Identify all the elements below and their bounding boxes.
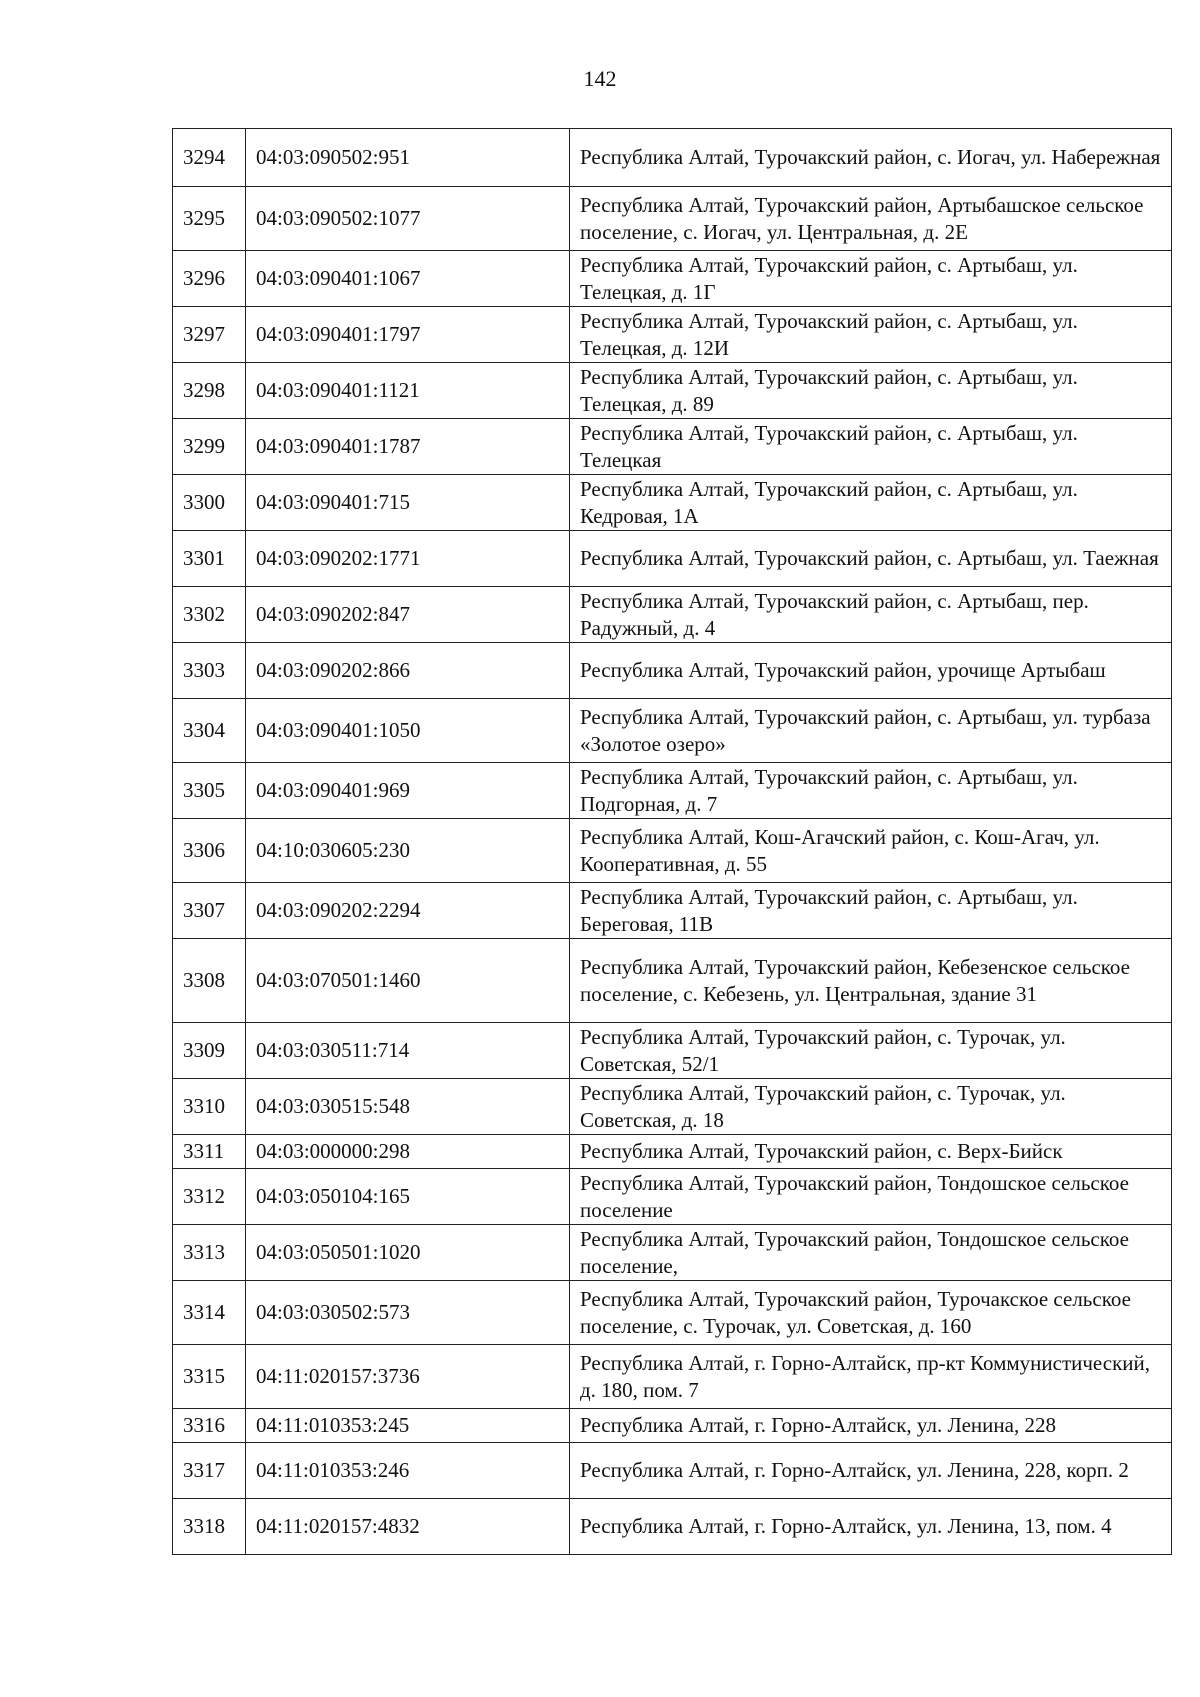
table-row [173, 129, 1172, 187]
row-number: 3315 [173, 1345, 246, 1409]
table-row [173, 1409, 1172, 1443]
row-number: 3307 [173, 883, 246, 939]
row-number: 3302 [173, 587, 246, 643]
table-body [173, 129, 1172, 1555]
row-number: 3310 [173, 1079, 246, 1135]
row-number: 3314 [173, 1281, 246, 1345]
table-row [173, 1169, 1172, 1225]
row-number: 3306 [173, 819, 246, 883]
address: Республика Алтай, Турочакский район, с. Артыбаш, ул. турбаза «Золотое озеро» [570, 699, 1172, 763]
table-row [173, 587, 1172, 643]
cadastral-number: 04:10:030605:230 [246, 819, 570, 883]
address: Республика Алтай, Турочакский район, Турочакское сельское поселение, с. Турочак, ул. Советская, д. 160 [570, 1281, 1172, 1345]
table-row [173, 1499, 1172, 1555]
address: Республика Алтай, Турочакский район, Тондошское сельское поселение [570, 1169, 1172, 1225]
table-row [173, 883, 1172, 939]
cadastral-number: 04:03:030502:573 [246, 1281, 570, 1345]
row-number: 3308 [173, 939, 246, 1023]
row-number: 3313 [173, 1225, 246, 1281]
address: Республика Алтай, Турочакский район, Тондошское сельское поселение, [570, 1225, 1172, 1281]
table-row [173, 531, 1172, 587]
row-number: 3297 [173, 307, 246, 363]
cadastral-number: 04:03:070501:1460 [246, 939, 570, 1023]
cadastral-number: 04:03:090401:1121 [246, 363, 570, 419]
table-row [173, 1443, 1172, 1499]
property-registry-table [172, 128, 1172, 1555]
table-row [173, 1135, 1172, 1169]
address: Республика Алтай, Турочакский район, с. Артыбаш, ул. Телецкая, д. 1Г [570, 251, 1172, 307]
address: Республика Алтай, Турочакский район, с. Артыбаш, ул. Телецкая, д. 12И [570, 307, 1172, 363]
address: Республика Алтай, г. Горно-Алтайск, ул. Ленина, 228, корп. 2 [570, 1443, 1172, 1499]
table-row [173, 819, 1172, 883]
row-number: 3299 [173, 419, 246, 475]
address: Республика Алтай, Турочакский район, с. Артыбаш, ул. Телецкая [570, 419, 1172, 475]
row-number: 3305 [173, 763, 246, 819]
table-row [173, 419, 1172, 475]
row-number: 3312 [173, 1169, 246, 1225]
cadastral-number: 04:03:090401:1050 [246, 699, 570, 763]
row-number: 3303 [173, 643, 246, 699]
table-row [173, 475, 1172, 531]
cadastral-number: 04:03:090401:1067 [246, 251, 570, 307]
row-number: 3300 [173, 475, 246, 531]
cadastral-number: 04:03:090401:1797 [246, 307, 570, 363]
row-number: 3311 [173, 1135, 246, 1169]
cadastral-number: 04:03:090401:969 [246, 763, 570, 819]
address: Республика Алтай, Турочакский район, с. Артыбаш, ул. Подгорная, д. 7 [570, 763, 1172, 819]
cadastral-number: 04:03:090202:1771 [246, 531, 570, 587]
table-row [173, 643, 1172, 699]
address: Республика Алтай, г. Горно-Алтайск, ул. Ленина, 13, пом. 4 [570, 1499, 1172, 1555]
cadastral-number: 04:03:090502:951 [246, 129, 570, 187]
address: Республика Алтай, Турочакский район, с. Верх-Бийск [570, 1135, 1172, 1169]
address: Республика Алтай, Турочакский район, с. Иогач, ул. Набережная [570, 129, 1172, 187]
cadastral-number: 04:11:010353:246 [246, 1443, 570, 1499]
address: Республика Алтай, Турочакский район, с. Турочак, ул. Советская, д. 18 [570, 1079, 1172, 1135]
row-number: 3304 [173, 699, 246, 763]
cadastral-number: 04:03:050104:165 [246, 1169, 570, 1225]
table-row [173, 251, 1172, 307]
cadastral-number: 04:03:090401:715 [246, 475, 570, 531]
page-number: 142 [583, 66, 617, 91]
table-row [173, 1023, 1172, 1079]
address: Республика Алтай, Турочакский район, урочище Артыбаш [570, 643, 1172, 699]
row-number: 3296 [173, 251, 246, 307]
address: Республика Алтай, Турочакский район, с. Артыбаш, ул. Кедровая, 1А [570, 475, 1172, 531]
table-row [173, 1281, 1172, 1345]
cadastral-number: 04:03:090202:2294 [246, 883, 570, 939]
address: Республика Алтай, Кош-Агачский район, с. Кош-Агач, ул. Кооперативная, д. 55 [570, 819, 1172, 883]
table-row [173, 763, 1172, 819]
table-row [173, 1345, 1172, 1409]
address: Республика Алтай, Турочакский район, Кебезенское сельское поселение, с. Кебезень, ул. Центральная, здание 31 [570, 939, 1172, 1023]
row-number: 3294 [173, 129, 246, 187]
cadastral-number: 04:03:030515:548 [246, 1079, 570, 1135]
address: Республика Алтай, Турочакский район, с. Артыбаш, пер. Радужный, д. 4 [570, 587, 1172, 643]
row-number: 3298 [173, 363, 246, 419]
cadastral-number: 04:11:020157:3736 [246, 1345, 570, 1409]
table-row [173, 307, 1172, 363]
cadastral-number: 04:03:030511:714 [246, 1023, 570, 1079]
cadastral-number: 04:11:020157:4832 [246, 1499, 570, 1555]
table-row [173, 363, 1172, 419]
cadastral-number: 04:03:090202:866 [246, 643, 570, 699]
table-row [173, 939, 1172, 1023]
cadastral-number: 04:03:090502:1077 [246, 187, 570, 251]
address: Республика Алтай, Турочакский район, с. Артыбаш, ул. Береговая, 11В [570, 883, 1172, 939]
address: Республика Алтай, Турочакский район, Артыбашское сельское поселение, с. Иогач, ул. Центральная, д. 2Е [570, 187, 1172, 251]
table-row [173, 187, 1172, 251]
address: Республика Алтай, Турочакский район, с. Артыбаш, ул. Таежная [570, 531, 1172, 587]
address: Республика Алтай, Турочакский район, с. Артыбаш, ул. Телецкая, д. 89 [570, 363, 1172, 419]
address: Республика Алтай, г. Горно-Алтайск, ул. Ленина, 228 [570, 1409, 1172, 1443]
address: Республика Алтай, Турочакский район, с. Турочак, ул. Советская, 52/1 [570, 1023, 1172, 1079]
row-number: 3316 [173, 1409, 246, 1443]
cadastral-number: 04:03:090202:847 [246, 587, 570, 643]
address: Республика Алтай, г. Горно-Алтайск, пр-кт Коммунистический, д. 180, пом. 7 [570, 1345, 1172, 1409]
row-number: 3295 [173, 187, 246, 251]
row-number: 3309 [173, 1023, 246, 1079]
cadastral-number: 04:03:050501:1020 [246, 1225, 570, 1281]
table-row [173, 699, 1172, 763]
cadastral-number: 04:03:000000:298 [246, 1135, 570, 1169]
row-number: 3301 [173, 531, 246, 587]
row-number: 3317 [173, 1443, 246, 1499]
cadastral-number: 04:11:010353:245 [246, 1409, 570, 1443]
table-row [173, 1225, 1172, 1281]
row-number: 3318 [173, 1499, 246, 1555]
table-row [173, 1079, 1172, 1135]
cadastral-number: 04:03:090401:1787 [246, 419, 570, 475]
